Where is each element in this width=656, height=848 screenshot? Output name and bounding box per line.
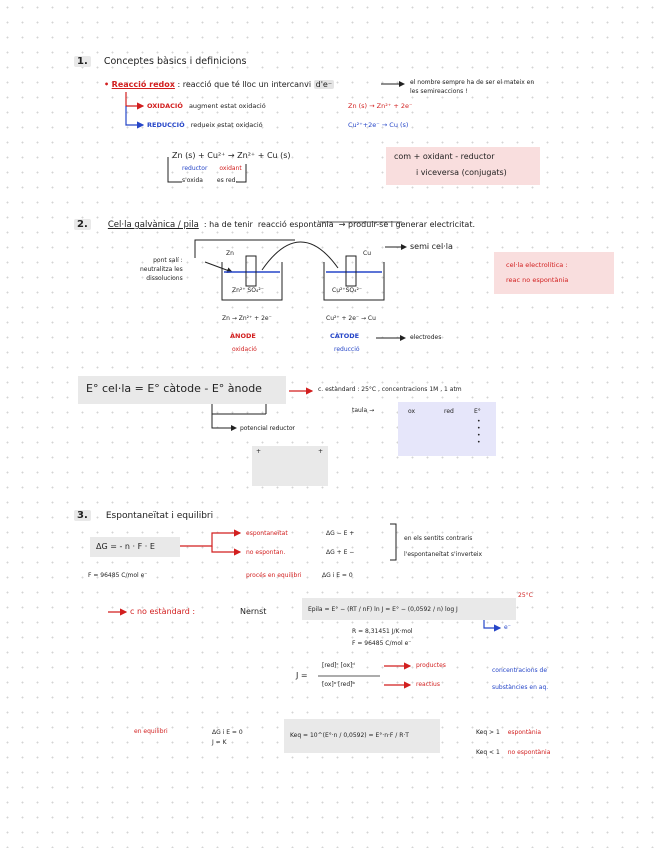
potential-graph-box xyxy=(252,446,328,486)
redox-definition-text: : reacció que té lloc un intercanvi xyxy=(177,80,312,89)
redox-definition: • Reacció redox : reacció que té lloc un intercanvi d'e⁻ xyxy=(104,80,333,89)
oxidation-definition: augment estat oxidació xyxy=(188,102,266,110)
products-label: productes xyxy=(416,662,446,669)
section-number: 1. xyxy=(74,56,91,67)
keq-greater: Keq > 1 xyxy=(476,729,500,736)
reduction-row xyxy=(147,121,263,129)
concentration-line-2: substàncies en aq. xyxy=(492,684,549,691)
electrolytic-line-2: reac no espontània xyxy=(506,276,569,284)
oxidation-equation: Zn (s) → Zn²⁺ + 2e⁻ xyxy=(348,102,413,110)
anode-equation: Zn → Zn²⁺ + 2e⁻ xyxy=(222,315,272,322)
salt-bridge-line-3: dissolucions xyxy=(146,275,183,282)
non-spontaneous-condition: ΔG + E − xyxy=(326,549,355,556)
reduction-table xyxy=(398,402,496,456)
equilibrium-condition: ΔG i E = 0 xyxy=(322,572,353,579)
gibbs-formula: ΔG = - n · F · E xyxy=(96,542,155,551)
standard-conditions: c. estàndard : 25°C , concentracions 1M , 1 atm xyxy=(318,386,462,393)
keq-less: Keq < 1 xyxy=(476,749,500,756)
electrolytic-line-1: cel·la electrolítica : xyxy=(506,261,568,269)
reduction-label: reducció xyxy=(334,346,360,353)
zinc-solution: Zn²⁺ SO₄²⁻ xyxy=(232,287,264,294)
balance-note-line-1: el nombre sempre ha de ser el mateix en xyxy=(410,79,535,86)
salt-bridge-line-1: pont salí : xyxy=(153,257,183,264)
reduction-label: REDUCCIÓ xyxy=(147,121,185,129)
gas-constant: R = 8,31451 J/K·mol xyxy=(352,628,413,635)
section-3-heading xyxy=(74,503,213,522)
spontaneity-label: espontaneïtat xyxy=(246,530,288,537)
reductor-label: reductor xyxy=(182,165,208,172)
reactants-label: reactius xyxy=(416,681,440,688)
oxidation-row xyxy=(147,102,266,110)
section-2-heading xyxy=(74,212,475,231)
salt-bridge-note xyxy=(140,256,183,283)
reduction-definition: redueix estat oxidació xyxy=(190,121,263,129)
cathode-equation: Cu²⁺ + 2e⁻ → Cu xyxy=(326,315,376,322)
keq-formula: Keq = 10^(E°·n / 0,0592) = E°·n·F / R·T xyxy=(290,732,409,739)
semi-cell-label: semi cel·la xyxy=(410,242,453,251)
zinc-electrode-label: Zn xyxy=(226,250,234,257)
keq-greater-label: espontània xyxy=(507,729,541,736)
oxidation-label: oxidació xyxy=(232,346,257,353)
at-equilibrium-label: en equilibri xyxy=(134,728,168,735)
table-ox: ox xyxy=(408,408,416,415)
electron-note: e⁻ xyxy=(504,624,511,631)
conjugate-line-1: com + oxidant - reductor xyxy=(394,152,495,161)
nernst-equation: Epila = E° − (RT / nF) ln J = E° − (0,0592 / n) log J xyxy=(308,606,458,613)
keq-box xyxy=(284,719,440,753)
table-label: taula → xyxy=(352,407,375,414)
section-title: Cel·la galvànica / pila xyxy=(107,220,199,230)
spontaneity-condition: ΔG − E + xyxy=(326,530,355,537)
oxidant-label: oxidant xyxy=(219,165,242,172)
keq-less-row xyxy=(476,749,550,756)
copper-solution: Cu²⁺SO₄²⁻ xyxy=(332,287,363,294)
electron-highlight: d'e⁻ xyxy=(315,80,333,89)
cell-potential-formula: E° cel·la = E° càtode - E° ànode xyxy=(86,382,262,395)
faraday-constant: F = 96485 C/mol e⁻ xyxy=(88,572,148,579)
conjugate-line-2: i viceversa (conjugats) xyxy=(416,168,507,177)
s-oxida-label: s'oxida xyxy=(182,177,203,184)
redox-label: Reacció redox xyxy=(111,80,175,89)
balance-note-line-2: les semireaccions ! xyxy=(410,88,468,95)
anode-label: ÀNODE xyxy=(230,332,256,340)
reduction-potential-label: potencial reductor xyxy=(240,425,295,432)
non-standard-label: c no estàndard : xyxy=(130,607,196,616)
direction-line-1: en els sentits contraris xyxy=(404,535,473,542)
spontaneous-reaction: reacció espontània xyxy=(257,220,334,229)
balance-note xyxy=(410,78,534,96)
reaction-quotient-denominator: [ox]ᵃ [red]ᵇ xyxy=(322,681,356,688)
section-number: 2. xyxy=(74,219,91,230)
salt-bridge-line-2: neutralitza les xyxy=(140,266,183,273)
section-title-rest: : ha de tenir xyxy=(203,220,253,229)
reduction-equation: Cu²⁺+2e⁻ → Cu (s) xyxy=(348,121,409,129)
equilibrium-conditions xyxy=(212,728,243,748)
temperature-note: 25°C xyxy=(518,592,533,599)
non-spontaneous-label: no espontan. xyxy=(246,549,286,556)
reaction-quotient-label: J = xyxy=(296,671,308,680)
table-dots: • • • • xyxy=(477,418,481,446)
nernst-box xyxy=(302,598,516,620)
keq-greater-row xyxy=(476,729,541,736)
conjugate-pair-note xyxy=(386,147,540,185)
global-equation: Zn (s) + Cu²⁺ → Zn²⁺ + Cu (s) xyxy=(172,151,291,160)
concentration-line-1: concentracions de xyxy=(492,667,548,674)
concentration-note xyxy=(492,662,548,696)
oxida-reduction-labels xyxy=(182,177,237,184)
direction-note xyxy=(404,531,482,563)
oxidation-label: OXIDACIÓ xyxy=(147,102,183,110)
es-red-label: es red. xyxy=(216,177,238,184)
section-title: Espontaneïtat i equilibri xyxy=(105,511,214,521)
cathode-label: CÀTODE xyxy=(330,332,360,340)
equilibrium-line-1: ΔG i E = 0 xyxy=(212,729,243,736)
graph-plus-right: + xyxy=(318,448,324,455)
graph-plus-left: + xyxy=(256,448,262,455)
electrodes-label: electrodes xyxy=(410,334,442,341)
section-1-heading xyxy=(74,49,246,68)
equilibrium-line-2: J = K xyxy=(212,739,227,746)
table-e: E° xyxy=(474,408,481,415)
reaction-quotient-numerator: [red]ᶜ [ox]ᵈ xyxy=(322,662,355,669)
section-number: 3. xyxy=(74,510,91,521)
section-title: Conceptes bàsics i definicions xyxy=(103,56,247,67)
reductor-oxidant-labels xyxy=(182,165,242,172)
copper-electrode-label: Cu xyxy=(363,250,371,257)
direction-line-2: l'espontaneïtat s'inverteix xyxy=(404,551,483,558)
cell-potential-box xyxy=(78,376,286,404)
equilibrium-process: procés en equilibri xyxy=(246,572,302,579)
gibbs-box xyxy=(90,537,180,557)
keq-less-label: no espontània xyxy=(507,749,551,756)
electrolytic-cell-note xyxy=(494,252,614,294)
table-red: red xyxy=(444,408,454,415)
faraday-value: F = 96485 C/mol e⁻ xyxy=(352,640,412,647)
nernst-label: Nernst xyxy=(240,607,267,616)
section-title-tail: → produir-se i generar electricitat. xyxy=(338,220,476,229)
